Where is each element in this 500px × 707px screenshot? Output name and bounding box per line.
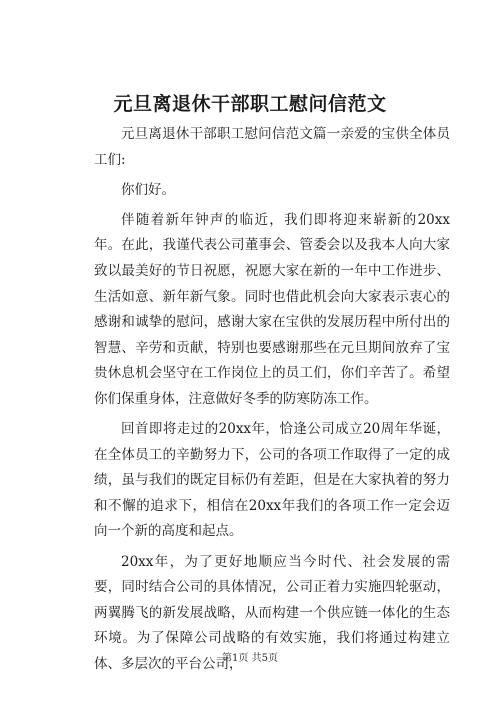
paragraph-strategy: 20xx年，为了更好地顺应当今时代、社会发展的需要，同时结合公司的具体情况，公司正着力实施四轮驱动，两翼腾飞的新发展战略，从而构建一个供应链一体化的生态环境。为了保障公司战略的有效实施，我们将通过构建立体、多层次的平台公司，: [94, 553, 450, 672]
paragraph-review: 回首即将走过的20xx年，恰逢公司成立20周年华诞，在全体员工的辛勤努力下，公司的各项工作取得了一定的成绩，虽与我们的既定目标仍有差距，但是在大家执着的努力和不懈的追求下，相信在20xx年我们的各项工作一定会迈向一个新的高度和起点。: [94, 421, 450, 540]
document-body: [94, 122, 450, 677]
paragraph-intro: 元旦离退休干部职工慰问信范文篇一亲爱的宝供全体员工们:: [94, 126, 450, 168]
paragraph-new-year-wishes: 伴随着新年钟声的临近，我们即将迎来崭新的20xx年。在此，我谨代表公司董事会、管委会以及我本人向大家致以最美好的节日祝愿，祝愿大家在新的一年中工作进步、生活如意、新年新气象。同时也借此机会向大家表示衷心的感谢和诚挚的慰问，感谢大家在宝供的发展历程中所付出的智慧、辛劳和贡献，特别也要感谢那些在元旦期间放弃了宝贵休息机会坚守在工作岗位上的员工们，你们辛苦了。希望你们保重身体，注意做好冬季的防寒防冻工作。: [94, 211, 450, 407]
document-title: 元旦离退休干部职工慰问信范文: [113, 93, 387, 115]
page-number-footer: 第1页 共5页: [222, 653, 278, 664]
paragraph-greeting: 你们好。: [121, 181, 175, 198]
